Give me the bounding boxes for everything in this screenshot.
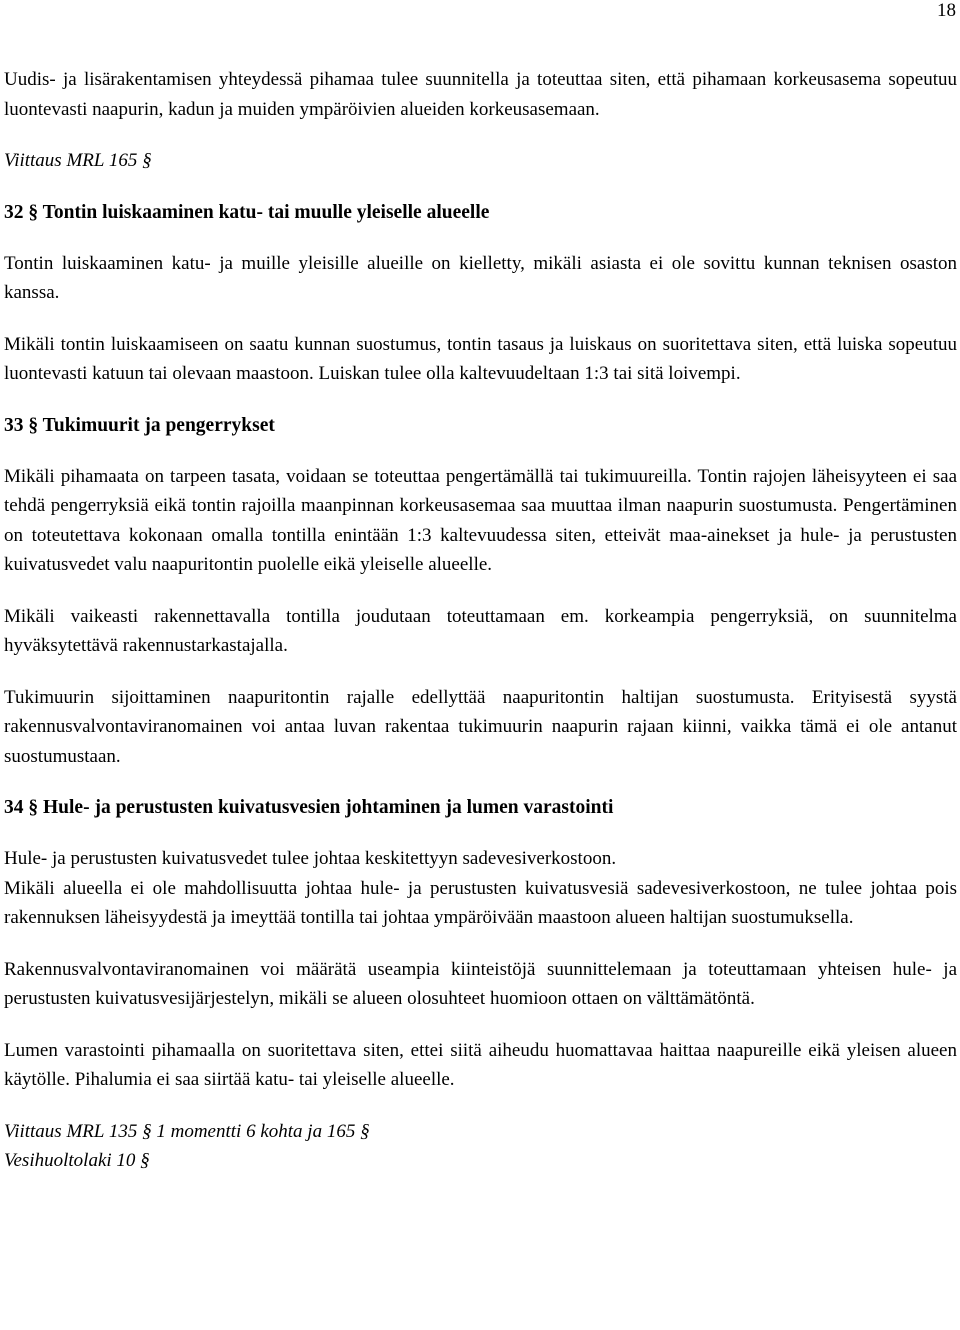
paragraph: Hule- ja perustusten kuivatusvedet tulee johtaa keskitettyyn sadevesiverkostoon. xyxy=(4,848,617,869)
law-reference: Viittaus MRL 135 § 1 momentti 6 kohta ja 165 § xyxy=(4,1120,370,1142)
section-heading-33: 33 § Tukimuurit ja pengerrykset xyxy=(4,414,275,436)
paragraph: Mikäli vaikeasti rakennettavalla tontilla joudutaan toteuttamaan em. korkeampia pengerryksiä, on suunnitelma hyväksytettävä rakennustarkastajalla. xyxy=(4,605,957,656)
document-body xyxy=(4,65,957,1176)
law-reference: Vesihuoltolaki 10 § xyxy=(4,1150,150,1171)
paragraph: Mikäli tontin luiskaamiseen on saatu kunnan suostumus, tontin tasaus ja luiskaus on suoritettava siten, että luiska sopeutuu luontevasti katuun tai olevaan maastoon. Luiskan tulee olla kaltevuudeltaan 1:3 tai sitä loivempi. xyxy=(4,333,957,384)
paragraph: Tontin luiskaaminen katu- ja muille yleisille alueille on kielletty, mikäli asiasta ei ole sovittu kunnan teknisen osaston kanssa. xyxy=(4,252,957,303)
paragraph: Tukimuurin sijoittaminen naapuritontin rajalle edellyttää naapuritontin haltijan suostumusta. Erityisestä syystä rakennusvalvontaviranomainen voi antaa luvan rakentaa tukimuurin naapurin rajaan kiinni, vaikka tämä ei ole antanut suostumustaan. xyxy=(4,686,957,767)
paragraph: Uudis- ja lisärakentamisen yhteydessä pihamaa tulee suunnitella ja toteuttaa siten, että pihamaan korkeusasema sopeutuu luontevasti naapurin, kadun ja muiden ympäröivien alueiden korkeusasemaan. xyxy=(4,69,957,120)
paragraph: Rakennusvalvontaviranomainen voi määrätä useampia kiinteistöjä suunnittelemaan ja toteuttamaan yhteisen hule- ja perustusten kuivatusvesijärjestelyn, mikäli se alueen olosuhteet huomioon ottaen on välttämätöntä. xyxy=(4,958,957,1009)
section-heading-34: 34 § Hule- ja perustusten kuivatusvesien johtaminen ja lumen varastointi xyxy=(4,797,614,818)
section-heading-32: 32 § Tontin luiskaaminen katu- tai muulle yleiselle alueelle xyxy=(4,201,490,223)
page-number: 18 xyxy=(937,0,956,21)
paragraph: Mikäli pihamaata on tarpeen tasata, voidaan se toteuttaa pengertämällä tai tukimuureilla. Tontin rajojen läheisyyteen ei saa tehdä pengerryksiä eikä tontin rajoilla maanpinnan korkeusasemaa saa muuttaa ilman naapurin suostumusta. Pengertäminen on toteutettava kokonaan omalla tontilla enintään 1:3 kaltevuudessa siten, etteivät maa-ainekset ja hule- ja perustusten kuivatusvedet valu naapuritontin puolelle eikä yleiselle alueelle. xyxy=(4,465,957,575)
paragraph: Lumen varastointi pihamaalla on suoritettava siten, ettei siitä aiheudu huomattavaa haittaa naapureille eikä yleisen alueen käytölle. Pihalumia ei saa siirtää katu- tai yleiselle alueelle. xyxy=(4,1039,957,1090)
paragraph: Mikäli alueella ei ole mahdollisuutta johtaa hule- ja perustusten kuivatusvesiä sadevesiverkostoon, ne tulee johtaa pois rakennuksen läheisyydestä ja imeyttää tontilla tai johtaa ympäröivään maastoon alueen haltijan suostumuksella. xyxy=(4,877,957,928)
law-reference: Viittaus MRL 165 § xyxy=(4,150,152,171)
